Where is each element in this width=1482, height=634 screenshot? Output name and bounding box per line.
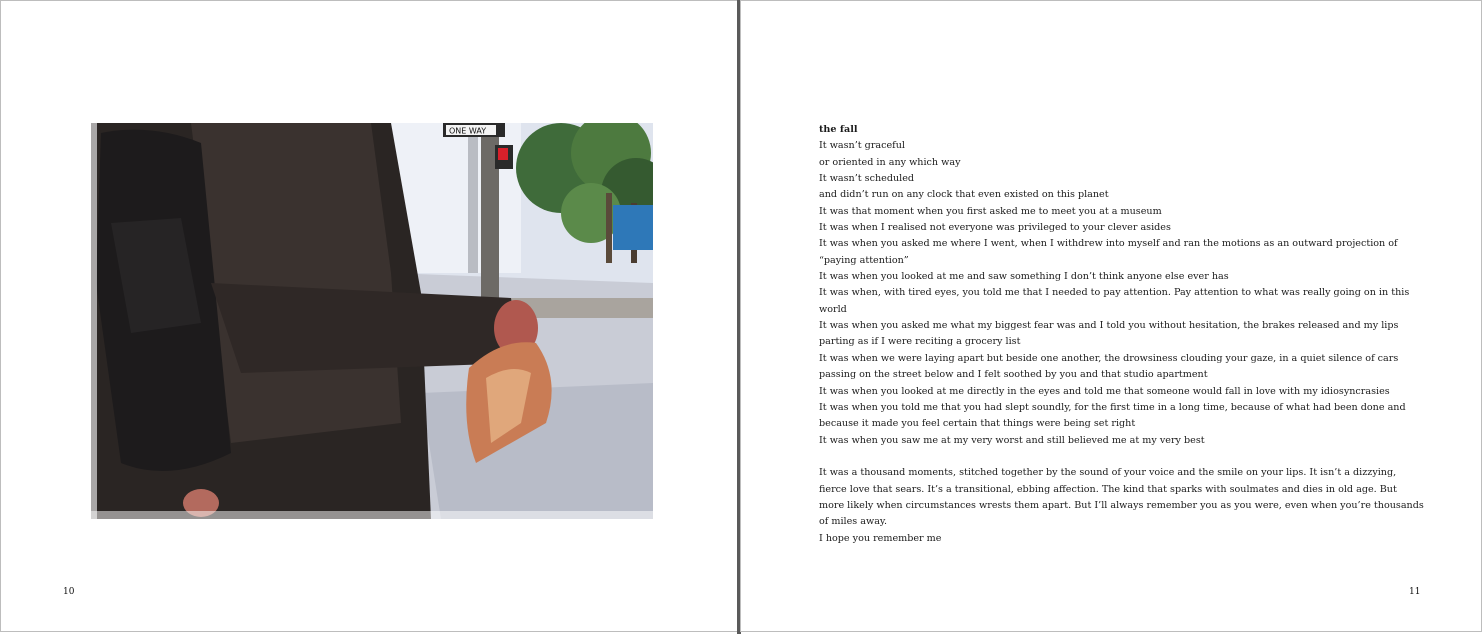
page-number-right: 11 (1409, 587, 1421, 597)
photo-illustration (91, 123, 653, 519)
poem-line: It was when you asked me what my biggest fear was and I told you without hesitation, the brakes released and my lips parting as if I were reciting a grocery list (819, 320, 1399, 348)
stanza-break (819, 449, 1424, 465)
poem-line: It was when I realised not everyone was privileged to your clever asides (819, 222, 1171, 234)
poem-line: It wasn’t scheduled (819, 173, 915, 185)
poem-title: the fall (819, 124, 858, 135)
poem-line: It was when you looked at me directly in the eyes and told me that someone would fall in love with my idiosyncrasies (819, 385, 1390, 397)
poem-line: It was when we were laying apart but beside one another, the drowsiness clouding your gaze, in a quiet silence of cars passing on the street below and I felt soothed by you and that studio apartment (819, 352, 1399, 381)
poem-line: It was when you asked me where I went, when I withdrew into myself and ran the motions as an outward projection of “paying attention” (819, 238, 1398, 266)
left-page (0, 0, 738, 632)
poem-text (819, 122, 1424, 547)
poem-line: It was when you saw me at my very worst and still believed me at my very best (819, 434, 1205, 446)
poem-closing-line: I hope you remember me (819, 532, 942, 544)
street-photo (91, 123, 653, 519)
one-way-sign-text: ONE WAY (449, 126, 487, 136)
page-number-left: 10 (63, 587, 75, 597)
poem-line: It wasn’t graceful (819, 140, 905, 152)
poem-line: It was when you told me that you had slept soundly, for the first time in a long time, because of what had been done and because it made you feel certain that things were being set right (819, 401, 1406, 430)
poem-line: It was that moment when you first asked me to meet you at a museum (819, 205, 1162, 217)
poem-line: It was when you looked at me and saw something I don’t think anyone else ever has (819, 271, 1229, 283)
poem-line: It was when, with tired eyes, you told me that I needed to pay attention. Pay attention to what was really going on in this world (819, 287, 1410, 315)
poem-line: or oriented in any which way (819, 156, 961, 168)
poem-line: and didn’t run on any clock that even existed on this planet (819, 189, 1109, 201)
poem-paragraph: It was a thousand moments, stitched together by the sound of your voice and the smile on your lips. It isn’t a dizzying, fierce love that sears. It’s a transitional, ebbing affection. The kind that sparks with soulmates and dies in old age. But more likely when circumstances wrests them apart. But I’ll always remember you as you were, even when you’re thousands of miles away. (819, 467, 1424, 528)
